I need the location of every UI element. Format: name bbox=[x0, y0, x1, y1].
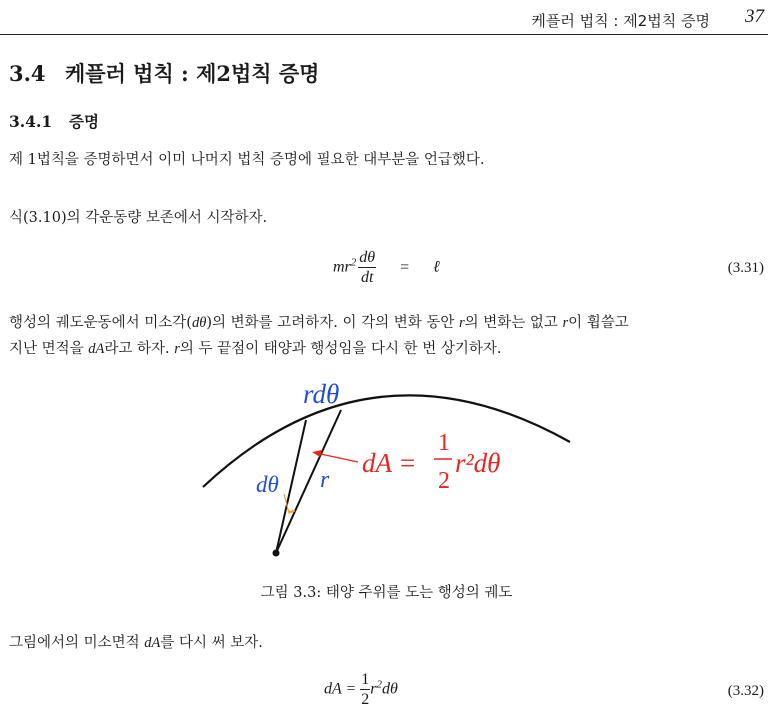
eq332-denominator: 2 bbox=[361, 691, 370, 708]
p3-text-b: )의 변화를 고려하자. 이 각의 변화 동안 bbox=[206, 315, 459, 331]
equation-3-32 bbox=[324, 672, 398, 708]
label-dA: dA = bbox=[362, 448, 417, 478]
p4-text-b: 라고 하자. bbox=[104, 341, 175, 357]
radius-line-right bbox=[276, 410, 341, 553]
p3-text-a: 행성의 궤도운동에서 미소각( bbox=[9, 315, 192, 331]
p3-r1: r bbox=[458, 315, 465, 331]
p3-text-c: 의 변화는 없고 bbox=[464, 315, 563, 331]
equation-number-3-31: (3.31) bbox=[727, 260, 764, 276]
p3-dtheta: dθ bbox=[191, 315, 207, 331]
label-rest: r²dθ bbox=[455, 448, 501, 478]
eq332-numerator: 1 bbox=[361, 671, 370, 688]
label-r: r bbox=[320, 467, 330, 493]
p5-text-a: 그림에서의 미소면적 bbox=[9, 635, 145, 651]
label-frac-den: 2 bbox=[438, 468, 450, 494]
equation-3-31 bbox=[333, 250, 440, 286]
p5-dA: dA bbox=[144, 635, 161, 651]
eq332-r: r bbox=[370, 680, 377, 698]
p4-r: r bbox=[174, 341, 180, 357]
radius-line-left bbox=[276, 420, 306, 553]
p3-text-d: 이 휩쓸고 bbox=[568, 315, 629, 331]
paragraph-2: 식(3.10)의 각운동량 보존에서 시작하자. bbox=[9, 210, 268, 226]
page-number: 37 bbox=[745, 6, 764, 27]
section-title: 케플러 법칙 : 제2법칙 증명 bbox=[65, 61, 320, 86]
running-title: 케플러 법칙 : 제2법칙 증명 bbox=[531, 12, 710, 30]
paragraph-5 bbox=[9, 630, 765, 656]
subsection-heading bbox=[9, 110, 99, 132]
equation-number-3-32: (3.32) bbox=[727, 683, 764, 699]
sun-point bbox=[273, 550, 280, 557]
subsection-title: 증명 bbox=[69, 112, 99, 131]
label-rdtheta: rdθ bbox=[303, 379, 340, 409]
p4-text-a: 지난 면적을 bbox=[9, 341, 89, 357]
label-dtheta: dθ bbox=[256, 472, 279, 497]
eq331-exp: 2 bbox=[350, 256, 357, 269]
eq332-exp: 2 bbox=[376, 678, 383, 691]
eq332-fraction bbox=[360, 672, 370, 708]
area-arrow-line bbox=[316, 453, 358, 462]
label-frac-num: 1 bbox=[438, 430, 450, 456]
eq331-rhs: ℓ bbox=[433, 258, 440, 276]
paragraph-1: 제 1법칙을 증명하면서 이미 나머지 법칙 증명에 필요한 대부분을 언급했다. bbox=[9, 152, 485, 168]
subsection-number: 3.4.1 bbox=[9, 112, 53, 131]
p5-text-b: 를 다시 써 보자. bbox=[160, 635, 263, 651]
running-header bbox=[0, 8, 768, 35]
p3-r2: r bbox=[562, 315, 569, 331]
p4-dA: dA bbox=[88, 341, 105, 357]
eq331-fraction bbox=[358, 250, 376, 286]
eq332-tail: dθ bbox=[382, 680, 398, 698]
orbit-figure bbox=[0, 370, 773, 570]
section-number: 3.4 bbox=[9, 61, 46, 86]
eq331-numerator: dθ bbox=[359, 249, 376, 266]
eq331-denominator: dt bbox=[360, 269, 374, 286]
eq331-lhs: mr bbox=[333, 258, 351, 276]
eq332-lhs: dA = bbox=[324, 680, 357, 698]
p4-text-c: 의 두 끝점이 태양과 행성임을 다시 한 번 상기하자. bbox=[179, 341, 502, 357]
figure-caption: 그림 3.3: 태양 주위를 도는 행성의 궤도 bbox=[260, 585, 513, 601]
paragraph-3 bbox=[9, 310, 765, 362]
eq331-equals: = bbox=[400, 258, 410, 276]
section-heading bbox=[9, 58, 319, 88]
